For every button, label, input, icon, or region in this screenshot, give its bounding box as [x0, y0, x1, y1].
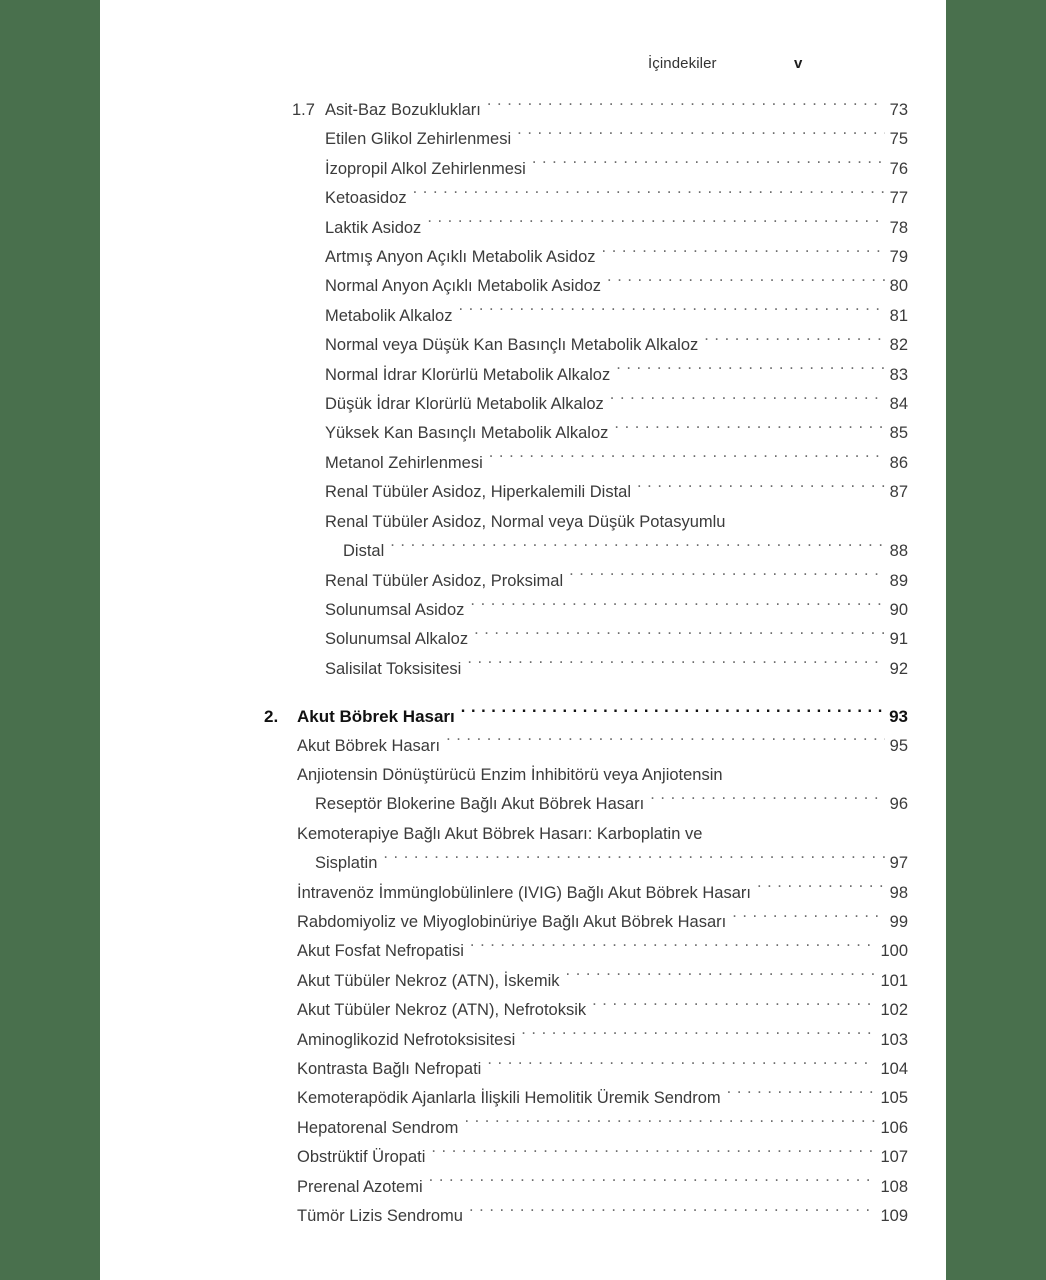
toc-entry-label: Reseptör Blokerine Bağlı Akut Böbrek Hasarı — [315, 795, 645, 814]
toc-dot-leader — [461, 705, 884, 722]
toc-dot-leader — [637, 481, 885, 498]
running-head — [100, 55, 946, 77]
toc-chapter-entry[interactable] — [100, 702, 946, 731]
toc-entry-label: Renal Tübüler Asidoz, Proksimal — [325, 571, 564, 590]
toc-entry-label: İzopropil Alkol Zehirlenmesi — [325, 159, 526, 178]
toc-dot-leader — [489, 451, 885, 468]
toc-entry-label: Aminoglikozid Nefrotoksisitesi — [297, 1030, 516, 1049]
toc-dot-leader — [727, 1087, 876, 1104]
toc-entry[interactable] — [100, 184, 946, 213]
toc-dot-leader — [532, 157, 885, 174]
toc-entry-label: Düşük İdrar Klorürlü Metabolik Alkaloz — [325, 395, 604, 414]
toc-entry[interactable] — [100, 1143, 946, 1172]
toc-entry-label: Renal Tübüler Asidoz, Normal veya Düşük Potasyumlu — [325, 512, 726, 531]
toc-entry-page-number: 106 — [880, 1118, 908, 1137]
toc-dot-leader — [592, 999, 875, 1016]
toc-entry-label: Asit-Baz Bozuklukları — [325, 101, 481, 119]
toc-entry-page-number: 78 — [889, 218, 908, 237]
toc-entry-page-number: 85 — [889, 424, 908, 443]
toc-entry-page-number: 77 — [889, 189, 908, 208]
toc-entry[interactable] — [100, 302, 946, 331]
toc-entry-page-number: 99 — [889, 912, 908, 931]
toc-entry[interactable] — [100, 419, 946, 448]
toc-entry-page-number: 102 — [880, 1001, 908, 1020]
toc-entry-page-number: 103 — [880, 1030, 908, 1049]
toc-entry[interactable] — [100, 390, 946, 419]
toc-entry-page-number: 89 — [889, 571, 908, 590]
toc-entry[interactable] — [100, 96, 946, 125]
toc-entry-label: Tümör Lizis Sendromu — [297, 1207, 463, 1226]
toc-dot-leader — [614, 422, 884, 439]
toc-entry[interactable] — [100, 849, 946, 878]
table-of-contents — [100, 96, 946, 1231]
toc-entry-label: Rabdomiyoliz ve Miyoglobinüriye Bağlı Akut Böbrek Hasarı — [297, 912, 727, 931]
toc-dot-leader — [464, 1116, 875, 1133]
toc-entry-label: Etilen Glikol Zehirlenmesi — [325, 130, 512, 149]
toc-dot-leader — [429, 1175, 876, 1192]
toc-entry-label: Laktik Asidoz — [325, 218, 422, 237]
toc-dot-leader — [390, 540, 884, 557]
toc-entry-page-number: 98 — [889, 883, 908, 902]
toc-entry-label: Kemoterapödik Ajanlarla İlişkili Hemolitik Üremik Sendrom — [297, 1089, 721, 1108]
toc-dot-leader — [650, 793, 884, 810]
toc-entry-label: İntravenöz İmmünglobülinlere (IVIG) Bağlı Akut Böbrek Hasarı — [297, 883, 751, 902]
toc-entry-page-number: 92 — [889, 659, 908, 678]
toc-entry[interactable] — [100, 155, 946, 184]
toc-entry-page-number: 86 — [889, 453, 908, 472]
toc-dot-leader — [708, 822, 903, 839]
toc-dot-leader — [517, 128, 884, 145]
toc-entry-page-number: 88 — [889, 542, 908, 561]
toc-entry-label: Artmış Anyon Açıklı Metabolik Asidoz — [325, 248, 596, 267]
toc-dot-leader — [616, 363, 884, 380]
toc-dot-leader — [704, 334, 884, 351]
toc-dot-leader — [470, 940, 876, 957]
toc-entry-label: Renal Tübüler Asidoz, Hiperkalemili Distal — [325, 483, 631, 502]
toc-entry-label: Normal Anyon Açıklı Metabolik Asidoz — [325, 277, 602, 296]
toc-entry[interactable] — [100, 1114, 946, 1143]
toc-entry-page-number: 80 — [889, 277, 908, 296]
toc-entry-label: Metanol Zehirlenmesi — [325, 453, 483, 472]
toc-dot-leader — [469, 1205, 875, 1222]
toc-entry-page-number: 90 — [889, 600, 908, 619]
toc-entry-page-number: 73 — [889, 101, 908, 119]
toc-dot-leader — [474, 628, 885, 645]
toc-entry[interactable] — [100, 1173, 946, 1202]
toc-dot-leader — [458, 304, 884, 321]
toc-entry-page-number: 101 — [880, 971, 908, 990]
toc-entry[interactable] — [100, 1202, 946, 1231]
toc-entry-page-number: 97 — [889, 854, 908, 873]
toc-entry-label: Akut Fosfat Nefropatisi — [297, 942, 464, 961]
toc-entry-label: Akut Tübüler Nekroz (ATN), Nefrotoksik — [297, 1001, 587, 1020]
toc-entry-page-number: 100 — [880, 942, 908, 961]
toc-entry-label: Salisilat Toksisitesi — [325, 659, 462, 678]
toc-entry[interactable] — [100, 361, 946, 390]
toc-dot-leader — [487, 1058, 875, 1075]
toc-entry[interactable] — [100, 1026, 946, 1055]
toc-entry-number: 1.7 — [292, 101, 315, 119]
toc-entry-label: Akut Tübüler Nekroz (ATN), İskemik — [297, 971, 560, 990]
toc-entry-page-number: 82 — [889, 336, 908, 355]
toc-entry-page-number: 81 — [889, 306, 908, 325]
toc-entry[interactable] — [100, 567, 946, 596]
toc-entry[interactable] — [100, 967, 946, 996]
toc-entry[interactable] — [100, 625, 946, 654]
toc-entry-label: Solunumsal Alkaloz — [325, 630, 469, 649]
toc-entry-label: Akut Böbrek Hasarı — [297, 736, 441, 755]
toc-dot-leader — [729, 763, 903, 780]
toc-entry-number: 2. — [264, 707, 279, 727]
toc-entry-label: Obstrüktif Üropati — [297, 1148, 426, 1167]
toc-entry-page-number: 76 — [889, 159, 908, 178]
toc-entry[interactable] — [100, 537, 946, 566]
toc-dot-leader — [602, 246, 885, 263]
left-margin-bar — [0, 0, 100, 1280]
toc-dot-leader — [446, 734, 885, 751]
toc-dot-leader — [566, 969, 876, 986]
toc-entry-page-number: 107 — [880, 1148, 908, 1167]
toc-entry[interactable] — [100, 879, 946, 908]
toc-entry[interactable] — [100, 761, 946, 790]
toc-entry-label: Normal veya Düşük Kan Basınçlı Metabolik Alkaloz — [325, 336, 699, 355]
toc-entry[interactable] — [100, 331, 946, 360]
toc-entry-label: Yüksek Kan Basınçlı Metabolik Alkaloz — [325, 424, 609, 443]
toc-dot-leader — [732, 910, 884, 927]
toc-dot-leader — [383, 852, 884, 869]
toc-entry-page-number: 84 — [889, 395, 908, 414]
toc-entry-label: Hepatorenal Sendrom — [297, 1118, 459, 1137]
toc-entry-label: Ketoasidoz — [325, 189, 407, 208]
toc-dot-leader — [569, 569, 885, 586]
toc-entry[interactable] — [100, 478, 946, 507]
toc-entry-label: Solunumsal Asidoz — [325, 600, 465, 619]
toc-entry-label: Kontrasta Bağlı Nefropati — [297, 1060, 482, 1078]
toc-dot-leader — [607, 275, 885, 292]
toc-dot-leader — [610, 393, 885, 410]
toc-entry[interactable] — [100, 655, 946, 684]
toc-entry[interactable] — [100, 1084, 946, 1113]
toc-entry[interactable] — [100, 243, 946, 272]
toc-entry-label: Metabolik Alkaloz — [325, 306, 453, 325]
toc-entry-label: Anjiotensin Dönüştürücü Enzim İnhibitörü veya Anjiotensin — [297, 765, 723, 784]
toc-entry-page-number: 96 — [889, 795, 908, 814]
toc-dot-leader — [413, 187, 885, 204]
toc-entry-page-number: 83 — [889, 365, 908, 384]
toc-entry[interactable] — [100, 125, 946, 154]
toc-dot-leader — [521, 1028, 875, 1045]
toc-entry[interactable] — [100, 820, 946, 849]
toc-entry[interactable] — [100, 937, 946, 966]
toc-entry[interactable] — [100, 508, 946, 537]
toc-entry-page-number: 87 — [889, 483, 908, 502]
toc-entry[interactable] — [100, 449, 946, 478]
toc-entry[interactable] — [100, 596, 946, 625]
toc-entry-page-number: 108 — [880, 1177, 908, 1196]
toc-dot-leader — [470, 598, 884, 615]
toc-entry-page-number: 104 — [880, 1060, 908, 1078]
toc-dot-leader — [427, 216, 884, 233]
toc-entry[interactable] — [100, 1055, 946, 1084]
toc-entry-page-number: 109 — [880, 1207, 908, 1226]
toc-entry-label: Akut Böbrek Hasarı — [297, 707, 455, 727]
toc-dot-leader — [431, 1146, 875, 1163]
page-folio: v — [794, 55, 803, 72]
right-margin-bar — [946, 0, 1046, 1280]
toc-entry[interactable] — [100, 214, 946, 243]
toc-dot-leader — [467, 657, 884, 674]
toc-entry-page-number: 93 — [889, 707, 908, 727]
toc-dot-leader — [731, 510, 903, 527]
toc-entry[interactable] — [100, 272, 946, 301]
toc-entry[interactable] — [100, 790, 946, 819]
toc-entry-label: Prerenal Azotemi — [297, 1177, 423, 1196]
toc-entry[interactable] — [100, 732, 946, 761]
toc-entry-page-number: 105 — [880, 1089, 908, 1108]
toc-entry-label: Normal İdrar Klorürlü Metabolik Alkaloz — [325, 365, 611, 384]
toc-entry-page-number: 79 — [889, 248, 908, 267]
page-sheet — [100, 0, 946, 1280]
toc-dot-leader — [487, 99, 885, 116]
toc-entry[interactable] — [100, 908, 946, 937]
toc-entry-page-number: 95 — [889, 736, 908, 755]
toc-entry[interactable] — [100, 996, 946, 1025]
toc-entry-label: Kemoterapiye Bağlı Akut Böbrek Hasarı: Karboplatin ve — [297, 824, 703, 843]
toc-entry-label: Sisplatin — [315, 854, 378, 873]
running-head-title: İçindekiler — [648, 55, 717, 72]
toc-dot-leader — [757, 881, 885, 898]
toc-entry-page-number: 91 — [889, 630, 908, 649]
toc-entry-label: Distal — [343, 542, 385, 561]
toc-entry-page-number: 75 — [889, 130, 908, 149]
